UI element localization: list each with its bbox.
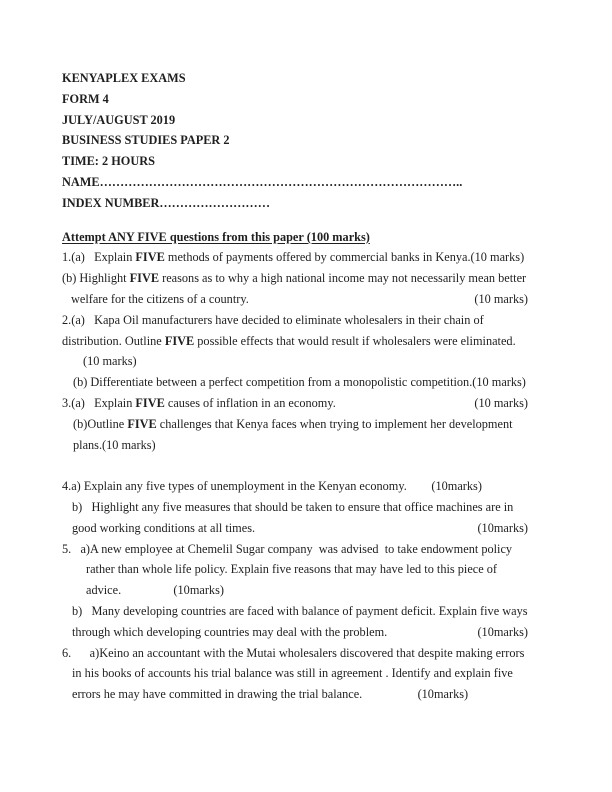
questions-list [62,247,528,705]
question-text [72,604,528,618]
question-text [62,646,524,660]
marks-label: (10 marks) [474,395,528,410]
text-segment: 4.a) Explain any five types of unemployment in the Kenyan economy. (10marks) [62,479,482,494]
question-line [62,372,528,393]
text-segment: causes of inflation in an economy. [164,395,336,410]
question-line [62,663,528,684]
instruction-heading: Attempt ANY FIVE questions from this paper (100 marks) [62,229,370,244]
question-line [62,351,528,372]
text-segment: 5. a)A new employee at Chemelil Sugar company was advised to take endowment policy [62,541,513,556]
text-segment: (b) Differentiate between a perfect competition from a monopolistic competition.(10 marks) [73,375,526,390]
question-line [62,643,528,664]
text-segment: reasons as to why a high national income may not necessarily mean better [159,271,527,286]
question-line [62,580,528,601]
text-segment: 3.(a) Explain [62,395,136,410]
question-line [62,435,528,456]
question-line [62,268,528,289]
text-segment: 2.(a) Kapa Oil manufacturers have decided to eliminate wholesalers in their chain of [62,312,484,327]
exam-content [62,68,528,705]
question-line [62,539,528,560]
question-line [62,414,528,435]
text-segment: good working conditions at all times. [72,520,256,535]
question-text [73,438,156,452]
question-text [62,393,336,414]
question-text [62,271,526,285]
subject-title: BUSINESS STUDIES PAPER 2 [62,133,230,148]
text-segment: possible effects that would result if wholesalers were eliminated. [194,333,516,348]
text-segment: (10 marks) [83,354,137,369]
form-level: FORM 4 [62,91,109,106]
question-text [72,687,468,701]
marks-label: (10 marks) [474,291,528,306]
question-text [71,289,249,310]
text-segment: (b)Outline [73,416,128,431]
question-text [86,562,497,576]
emphasized-word: FIVE [127,416,157,431]
question-text [86,583,224,597]
question-line [62,393,528,414]
emphasized-word: FIVE [164,333,195,348]
question-line [62,622,528,643]
question-line [62,518,528,539]
emphasized-word: FIVE [135,250,165,265]
exam-date: JULY/AUGUST 2019 [62,112,176,127]
text-segment: b) Many developing countries are faced with balance of payment deficit. Explain five ways [72,603,528,618]
text-segment: 1.(a) Explain [62,250,136,265]
emphasized-word: FIVE [135,395,165,410]
text-segment: b) Highlight any five measures that should be taken to ensure that office machines are in [72,499,514,514]
text-segment: in his books of accounts his trial balance was still in agreement . Identify and explain five [72,666,513,681]
question-text [62,313,484,327]
text-segment: advice. (10marks) [86,583,224,598]
text-segment: methods of payments offered by commercial banks in Kenya.(10 marks) [164,250,525,265]
question-text [62,542,512,556]
blank-line [62,455,528,476]
question-text [83,354,137,368]
exam-board-title: KENYAPLEX EXAMS [62,71,186,85]
question-text [62,479,482,493]
time-allowed: TIME: 2 HOURS [62,154,155,169]
text-segment: plans.(10 marks) [73,437,156,452]
text-segment: challenges that Kenya faces when trying to implement her development [156,416,513,431]
question-line [62,331,528,352]
question-text [72,622,387,643]
question-text [62,250,524,264]
question-line [62,289,528,310]
question-text [62,334,516,348]
question-line [62,476,528,497]
text-segment: (b) Highlight [62,271,130,286]
question-text [73,417,513,431]
text-segment: through which developing countries may deal with the problem. [72,624,388,639]
question-line [62,247,528,268]
question-text [73,375,526,389]
text-segment: distribution. Outline [62,333,165,348]
question-text [72,518,255,539]
text-segment: 6. a)Keino an accountant with the Mutai wholesalers discovered that despite making errors [62,645,525,660]
index-number-field-line: INDEX NUMBER……………………… [62,195,271,210]
question-line [62,559,528,580]
marks-label: (10marks) [477,624,528,639]
exam-header [62,68,528,214]
question-line [62,684,528,705]
text-segment: rather than whole life policy. Explain five reasons that may have led to this piece of [86,562,498,577]
emphasized-word: FIVE [129,271,160,286]
text-segment: errors he may have committed in drawing the trial balance. (10marks) [72,687,469,702]
text-segment: welfare for the citizens of a country. [71,291,249,306]
question-text [72,500,513,514]
question-line [62,601,528,622]
question-line [62,310,528,331]
name-field-line: NAME…………………………………………………………………………….. [62,174,463,189]
question-line [62,497,528,518]
question-text [72,666,513,680]
marks-label: (10marks) [477,520,528,535]
